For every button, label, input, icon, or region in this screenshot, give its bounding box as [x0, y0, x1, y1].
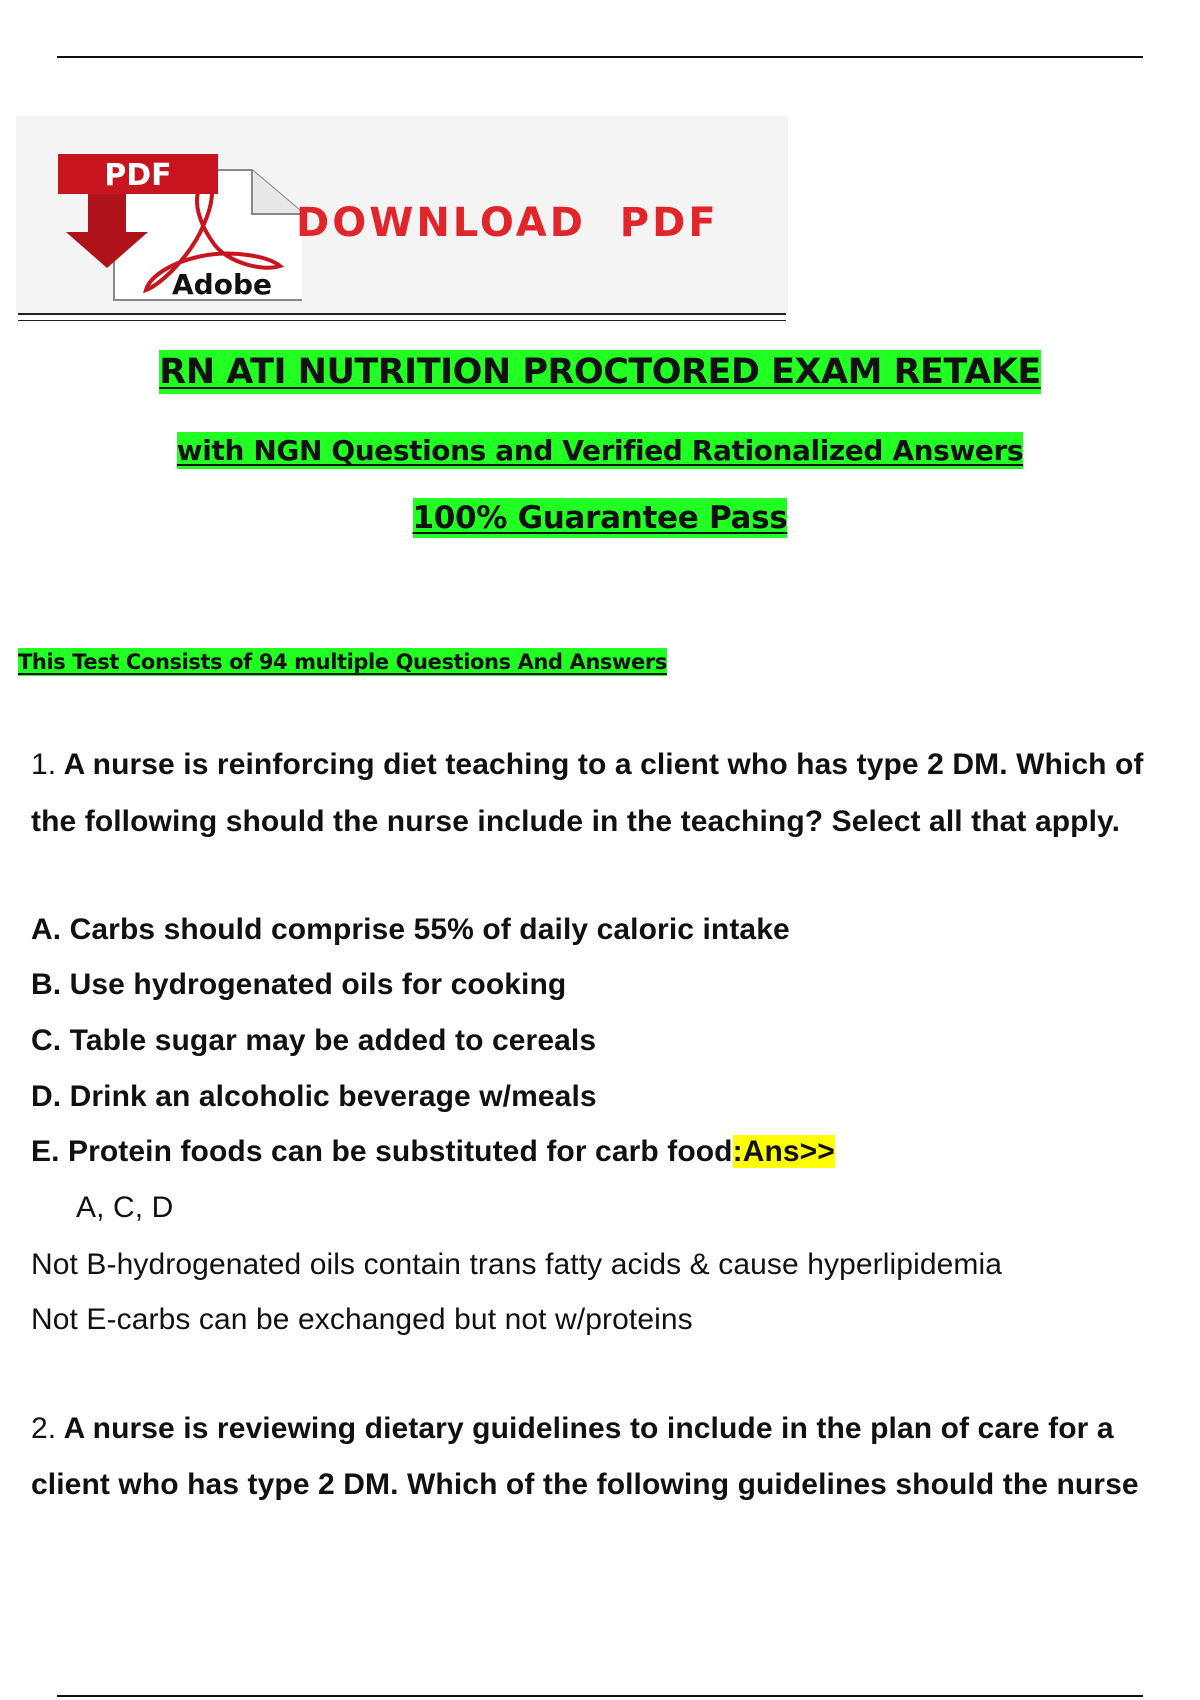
- title-line-3: [0, 500, 1200, 536]
- pdf-download-icon: [42, 144, 302, 304]
- question-2-text-1: A nurse is reviewing dietary guidelines to include in the plan of care for a: [63, 1412, 1114, 1445]
- option-a: A. Carbs should comprise 55% of daily caloric intake: [31, 913, 790, 946]
- question-2-line-2: [31, 1468, 1139, 1502]
- answer-marker: :Ans>>: [732, 1135, 835, 1168]
- download-pdf-text[interactable]: DOWNLOAD PDF: [296, 200, 719, 246]
- question-1-line-2: [31, 805, 1120, 839]
- test-intro: [18, 650, 667, 674]
- question-1-text-2: the following should the nurse include in the teaching? Select all that apply.: [31, 805, 1121, 838]
- question-2-line-1: [31, 1412, 1114, 1446]
- title-text-3: 100% Guarantee Pass: [412, 500, 788, 536]
- top-rule: [57, 56, 1143, 58]
- option-e: [31, 1135, 835, 1169]
- banner-underline: [18, 313, 786, 321]
- question-2-number: 2.: [31, 1412, 57, 1445]
- bottom-rule: [57, 1695, 1143, 1697]
- title-text-1: RN ATI NUTRITION PROCTORED EXAM RETAKE: [159, 352, 1041, 392]
- option-c: C. Table sugar may be added to cereals: [31, 1024, 597, 1057]
- rationale-1: Not B-hydrogenated oils contain trans fatty acids & cause hyperlipidemia: [31, 1248, 1003, 1281]
- title-text-2: with NGN Questions and Verified Rationalized Answers: [176, 434, 1024, 467]
- option-b: B. Use hydrogenated oils for cooking: [31, 968, 567, 1001]
- question-1-number: 1.: [31, 748, 57, 781]
- title-line-1: [0, 352, 1200, 392]
- rationale-2: Not E-carbs can be exchanged but not w/proteins: [31, 1303, 693, 1336]
- test-intro-text: This Test Consists of 94 multiple Questions And Answers: [18, 650, 667, 674]
- pdf-tag-label: PDF: [104, 158, 172, 193]
- option-e-text: E. Protein foods can be substituted for carb food: [31, 1135, 733, 1168]
- download-pdf-banner[interactable]: [16, 116, 788, 314]
- answer-value: A, C, D: [76, 1191, 174, 1224]
- question-1-text-1: A nurse is reinforcing diet teaching to a client who has type 2 DM. Which of: [63, 748, 1144, 781]
- question-1-line-1: [31, 748, 1144, 782]
- option-d: D. Drink an alcoholic beverage w/meals: [31, 1080, 597, 1113]
- adobe-label: Adobe: [172, 268, 272, 301]
- title-line-2: [0, 434, 1200, 467]
- question-2-text-2: client who has type 2 DM. Which of the following guidelines should the nurse: [31, 1468, 1139, 1501]
